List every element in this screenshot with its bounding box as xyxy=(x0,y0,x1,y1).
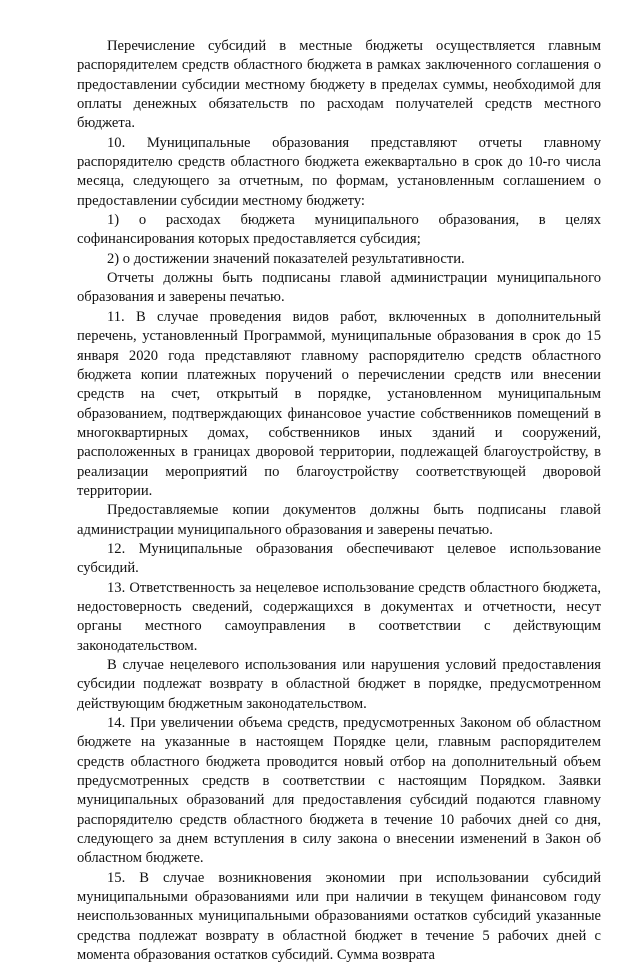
paragraph-item-15: 15. В случае возникновения экономии при использовании субсидий муниципальными образованиями или при наличии в текущем финансовом году неиспользованных муниципальными образованиями остатков субсидий указанные средства подлежат возврату в областной бюджет в течение 5 рабочих дней с момента образования остатков субсидий. Сумма возврата xyxy=(77,869,601,964)
paragraph-subsidy-transfer: Перечисление субсидий в местные бюджеты осуществляется главным распорядителем средств областного бюджета в рамках заключенного соглашения о предоставлении субсидии местному бюджету в пределах суммы, необходимой для оплаты денежных обязательств по расходам получателей средств местного бюджета. xyxy=(77,38,601,132)
paragraph-item-10: 10. Муниципальные образования представляют отчеты главному распорядителю средств областного бюджета ежеквартально в срок до 10-го числа месяца, следующего за отчетным, по формам, установленным соглашением о предоставлении субсидии местному бюджету: xyxy=(77,134,601,209)
paragraph-item-12: 12. Муниципальные образования обеспечивают целевое использование субсидий. xyxy=(77,540,601,577)
paragraph-item-10-1: 1) о расходах бюджета муниципального образования, в целях софинансирования которых предоставляется субсидия; xyxy=(77,212,601,248)
paragraph-item-10-2: 2) о достижении значений показателей результативности. xyxy=(107,250,465,267)
paragraph-item-11: 11. В случае проведения видов работ, включенных в дополнительный перечень, установленный Программой, муниципальные образования в срок до 15 января 2020 года представляют главному распорядителю средств областного бюджета копии платежных поручений о перечислении средств или внесении средств на счет, открытый в порядке, установленном муниципальным образованием, подтверждающих финансовое участие собственников помещений в многоквартирных домах, собственников иных зданий и сооружений, расположенных в границах дворовой территории, подлежащей благоустройству, в реализации мероприятий по благоустройству соответствующей дворовой территории. xyxy=(77,308,601,499)
paragraph-reports-signature: Отчеты должны быть подписаны главой администрации муниципального образования и заверены печатью. xyxy=(77,270,601,306)
paragraph-item-13: 13. Ответственность за нецелевое использование средств областного бюджета, недостоверность сведений, содержащихся в документах и отчетности, несут органы местного самоуправления в соответствии с действующим законодательством. xyxy=(77,579,601,654)
paragraph-item-14: 14. При увеличении объема средств, предусмотренных Законом об областном бюджете на указанные в настоящем Порядке цели, главным распорядителем средств областного бюджета проводится новый отбор на дополнительный объем предусмотренных средств в соответствии с настоящим Порядком. Заявки муниципальных образований для предоставления субсидий подаются главному распорядителю средств областного бюджета в течение 10 рабочих дней со дня, следующего за днем вступления в силу закона о внесении изменений в Закон об областном бюджете. xyxy=(77,715,601,867)
paragraph-copies-signature: Предоставляемые копии документов должны быть подписаны главой администрации муниципального образования и заверены печатью. xyxy=(77,502,601,538)
paragraph-misuse-return: В случае нецелевого использования или нарушения условий предоставления субсидии подлежат возврату в областной бюджет в порядке, предусмотренном действующим бюджетным законодательством. xyxy=(77,657,601,712)
